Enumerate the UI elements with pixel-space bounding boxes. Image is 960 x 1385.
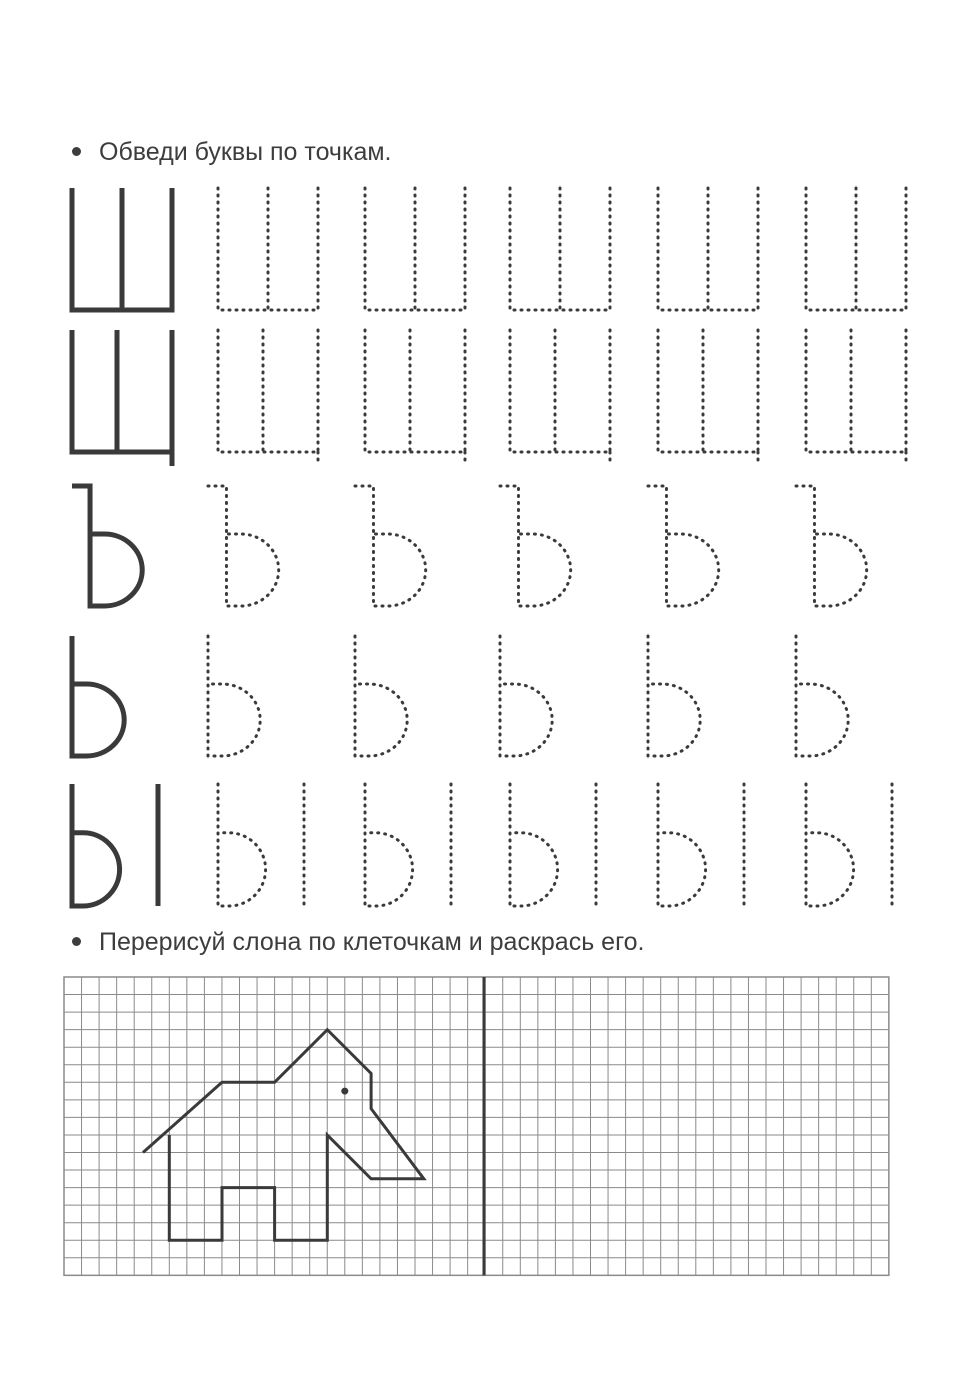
letter-row <box>72 188 906 310</box>
dotted-letter[interactable] <box>365 784 451 906</box>
dotted-letter[interactable] <box>658 784 744 906</box>
sample-letter <box>72 486 142 606</box>
dotted-letter[interactable] <box>218 188 318 310</box>
letter-tracing-rows <box>72 188 906 906</box>
dotted-letter[interactable] <box>365 188 465 310</box>
instruction-text: Перерисуй слона по клеточкам и раскрась его. <box>99 928 645 956</box>
dotted-letter[interactable] <box>355 486 426 606</box>
dotted-letter[interactable] <box>648 636 700 756</box>
dotted-letter[interactable] <box>796 636 848 756</box>
dotted-letter[interactable] <box>806 784 892 906</box>
dotted-letter[interactable] <box>510 188 610 310</box>
letter-row <box>72 330 906 466</box>
dotted-letter[interactable] <box>796 486 867 606</box>
instruction-text: Обведи буквы по точкам. <box>99 138 392 166</box>
drawing-area[interactable] <box>486 978 888 1274</box>
elephant-grid <box>64 977 889 1275</box>
dotted-letter[interactable] <box>648 486 719 606</box>
dotted-letter[interactable] <box>658 188 758 310</box>
dotted-letter[interactable] <box>355 636 407 756</box>
dotted-letter[interactable] <box>208 636 260 756</box>
dotted-letter[interactable] <box>510 784 596 906</box>
sample-letter <box>72 330 172 466</box>
elephant-eye <box>341 1088 348 1095</box>
dotted-letter[interactable] <box>806 330 906 466</box>
dotted-letter[interactable] <box>208 486 279 606</box>
dotted-letter[interactable] <box>218 784 304 906</box>
dotted-letter[interactable] <box>500 636 552 756</box>
letter-row <box>72 486 867 606</box>
dotted-letter[interactable] <box>806 188 906 310</box>
dotted-letter[interactable] <box>510 330 610 466</box>
letter-row <box>72 636 848 756</box>
dotted-letter[interactable] <box>218 330 318 466</box>
dotted-letter[interactable] <box>658 330 758 466</box>
dotted-letter[interactable] <box>500 486 571 606</box>
sample-letter <box>72 784 158 906</box>
letter-row <box>72 784 892 906</box>
sample-letter <box>72 188 172 310</box>
sample-letter <box>72 636 124 756</box>
dotted-letter[interactable] <box>365 330 465 466</box>
